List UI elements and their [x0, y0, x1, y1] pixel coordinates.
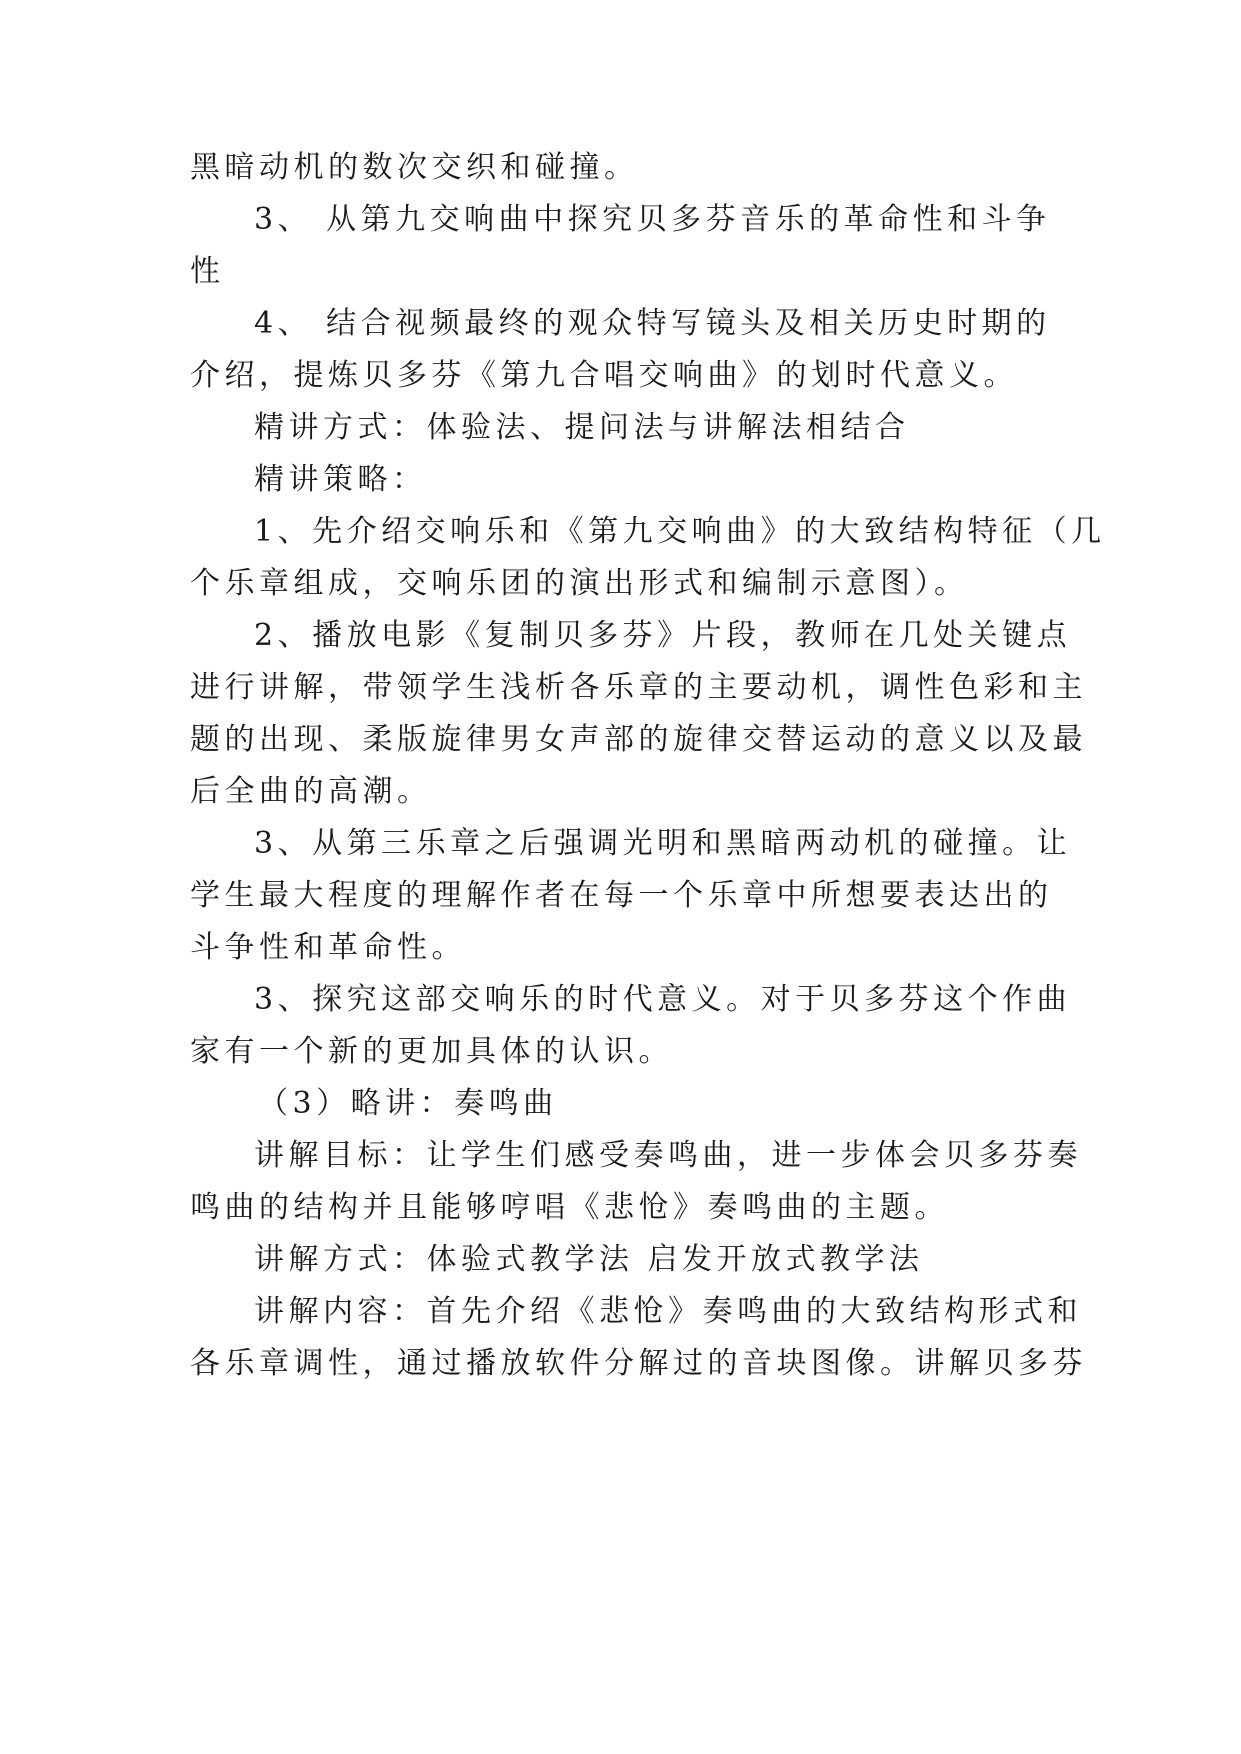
text-line: 进行讲解，带领学生浅析各乐章的主要动机，调性色彩和主 [190, 670, 1087, 705]
text-line: 各乐章调性，通过播放软件分解过的音块图像。讲解贝多芬 [190, 1346, 1087, 1381]
text-line: 个乐章组成，交响乐团的演出形式和编制示意图）。 [190, 566, 969, 601]
text-line: 学生最大程度的理解作者在每一个乐章中所想要表达出的 [190, 878, 1053, 913]
text-line: 介绍，提炼贝多芬《第九合唱交响曲》的划时代意义。 [190, 358, 1018, 393]
text-line: 后全曲的高潮。 [190, 774, 432, 809]
section-heading: （3）略讲：奏鸣曲 [258, 1086, 558, 1121]
text-line: 题的出现、柔版旋律男女声部的旋律交替运动的意义以及最 [190, 722, 1087, 757]
text-line: 4、 结合视频最终的观众特写镜头及相关历史时期的 [254, 306, 1051, 341]
text-line: 性 [190, 254, 225, 289]
text-line: 黑暗动机的数次交织和碰撞。 [190, 150, 639, 185]
text-line: 3、从第三乐章之后强调光明和黑暗两动机的碰撞。让 [254, 826, 1072, 861]
text-line: 讲解内容：首先介绍《悲怆》奏鸣曲的大致结构形式和 [254, 1294, 1082, 1329]
text-line: 2、播放电影《复制贝多芬》片段，教师在几处关键点 [254, 618, 1072, 653]
text-line: 3、探究这部交响乐的时代意义。对于贝多芬这个作曲 [254, 982, 1072, 1017]
text-line: 讲解目标：让学生们感受奏鸣曲，进一步体会贝多芬奏 [254, 1138, 1082, 1173]
text-line: 3、 从第九交响曲中探究贝多芬音乐的革命性和斗争 [254, 202, 1051, 237]
text-line: 精讲策略： [254, 462, 427, 497]
text-line: 精讲方式：体验法、提问法与讲解法相结合 [254, 410, 910, 445]
text-line: 鸣曲的结构并且能够哼唱《悲怆》奏鸣曲的主题。 [190, 1190, 949, 1225]
text-line: 斗争性和革命性。 [190, 930, 466, 965]
text-line: 家有一个新的更加具体的认识。 [190, 1034, 673, 1069]
text-line: 1、先介绍交响乐和《第九交响曲》的大致结构特征（几 [254, 514, 1106, 549]
text-line: 讲解方式：体验式教学法 启发开放式教学法 [254, 1242, 924, 1277]
